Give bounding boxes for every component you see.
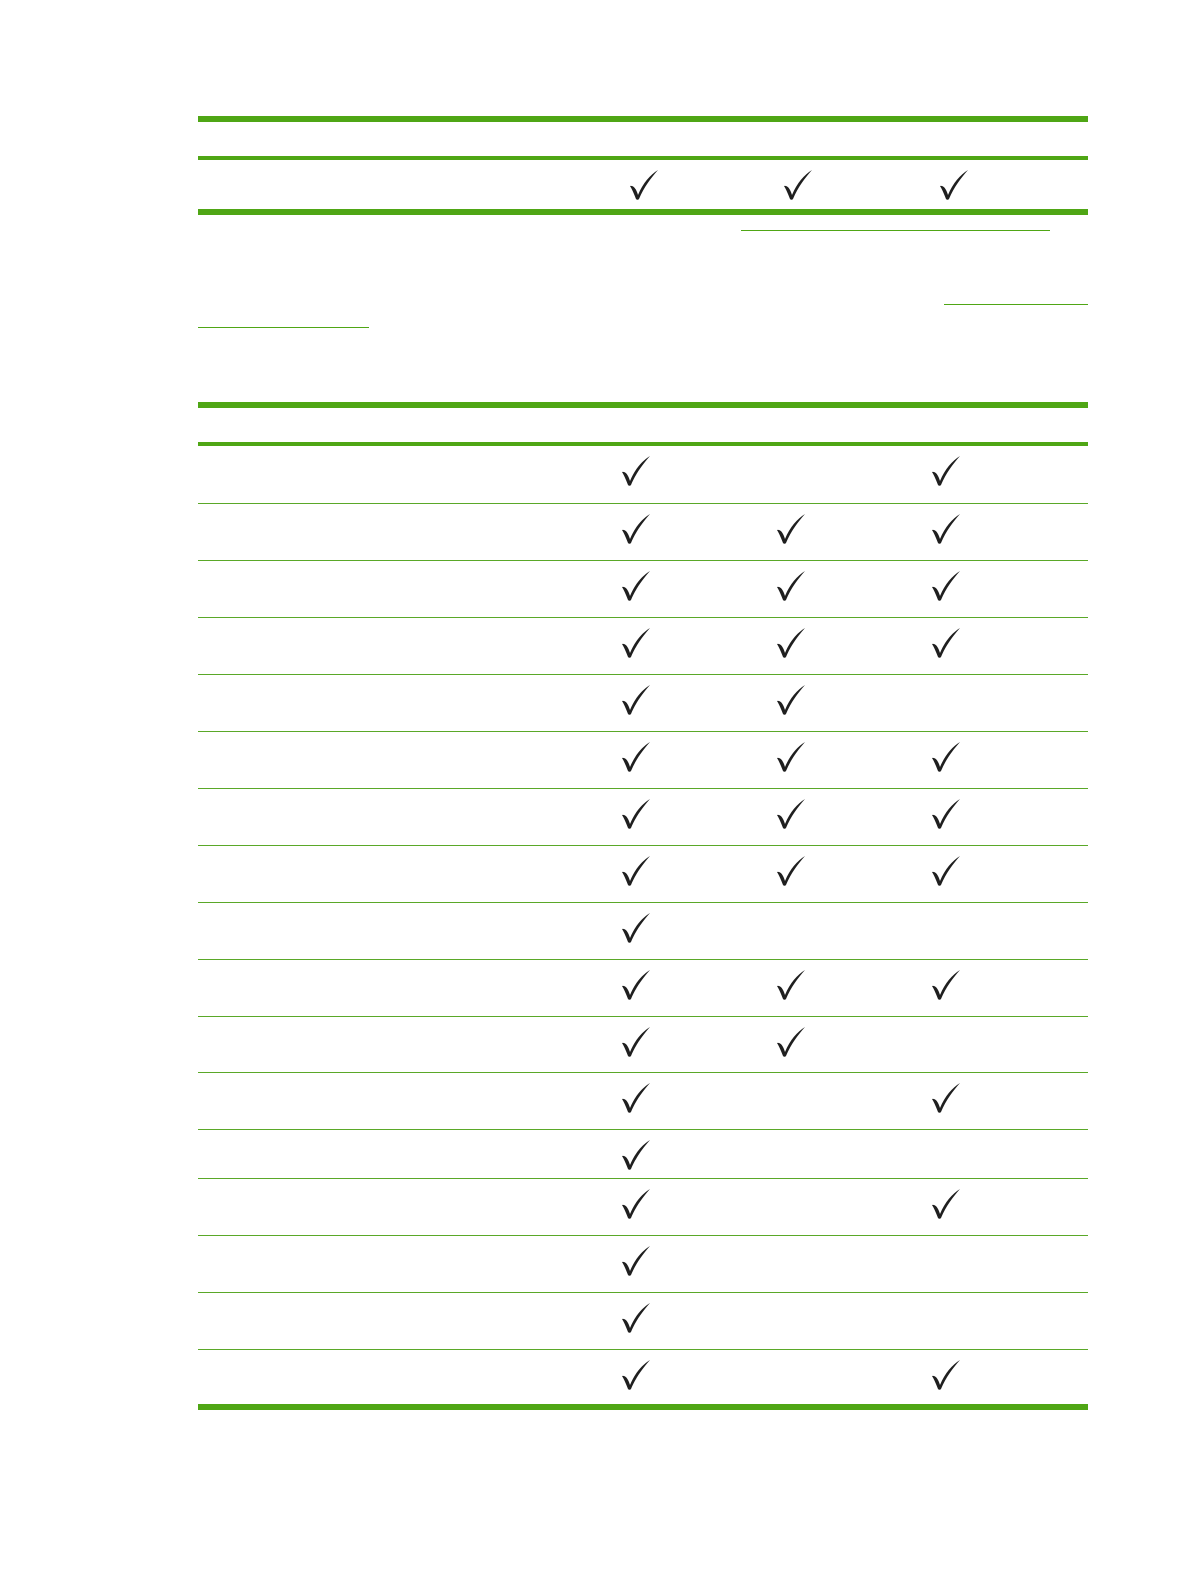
check-mark-icon bbox=[929, 1187, 963, 1221]
link-underline-1[interactable] bbox=[741, 230, 1050, 231]
check-mark-icon bbox=[929, 854, 963, 888]
table2-header-rule bbox=[198, 442, 1088, 446]
check-mark-icon bbox=[619, 512, 653, 546]
table-row-divider bbox=[198, 617, 1088, 618]
table-row-divider bbox=[198, 845, 1088, 846]
check-mark-icon bbox=[619, 797, 653, 831]
table-row-divider bbox=[198, 902, 1088, 903]
check-mark-icon bbox=[619, 1244, 653, 1278]
table-row-divider bbox=[198, 959, 1088, 960]
check-mark-icon bbox=[929, 454, 963, 488]
check-mark-icon bbox=[774, 626, 808, 660]
table-row-divider bbox=[198, 1235, 1088, 1236]
table2-top-rule bbox=[198, 402, 1088, 408]
check-mark-icon bbox=[619, 626, 653, 660]
check-mark-icon bbox=[619, 1138, 653, 1172]
check-mark-icon bbox=[774, 1025, 808, 1059]
check-mark-icon bbox=[774, 740, 808, 774]
check-mark-icon bbox=[774, 854, 808, 888]
table-row-divider bbox=[198, 1129, 1088, 1130]
check-mark-icon bbox=[774, 512, 808, 546]
check-mark-icon bbox=[929, 740, 963, 774]
check-mark-icon bbox=[781, 168, 815, 202]
check-mark-icon bbox=[774, 569, 808, 603]
check-mark-icon bbox=[619, 1301, 653, 1335]
check-mark-icon bbox=[929, 626, 963, 660]
check-mark-icon bbox=[619, 1187, 653, 1221]
table1-top-rule bbox=[198, 116, 1088, 122]
check-mark-icon bbox=[937, 168, 971, 202]
table-row-divider bbox=[198, 731, 1088, 732]
check-mark-icon bbox=[619, 683, 653, 717]
check-mark-icon bbox=[619, 454, 653, 488]
check-mark-icon bbox=[619, 569, 653, 603]
table-row-divider bbox=[198, 1016, 1088, 1017]
check-mark-icon bbox=[929, 569, 963, 603]
check-mark-icon bbox=[619, 1358, 653, 1392]
table-row-divider bbox=[198, 1072, 1088, 1073]
check-mark-icon bbox=[619, 911, 653, 945]
table-row-divider bbox=[198, 674, 1088, 675]
check-mark-icon bbox=[929, 1358, 963, 1392]
check-mark-icon bbox=[774, 683, 808, 717]
table-row-divider bbox=[198, 560, 1088, 561]
table1-header-rule bbox=[198, 156, 1088, 160]
check-mark-icon bbox=[929, 1081, 963, 1115]
check-mark-icon bbox=[619, 1025, 653, 1059]
check-mark-icon bbox=[619, 854, 653, 888]
check-mark-icon bbox=[619, 740, 653, 774]
check-mark-icon bbox=[929, 968, 963, 1002]
check-mark-icon bbox=[929, 797, 963, 831]
table1-bottom-rule bbox=[198, 209, 1088, 215]
check-mark-icon bbox=[619, 1081, 653, 1115]
table-row-divider bbox=[198, 1349, 1088, 1350]
check-mark-icon bbox=[774, 797, 808, 831]
check-mark-icon bbox=[627, 168, 661, 202]
table-row-divider bbox=[198, 1292, 1088, 1293]
table-row-divider bbox=[198, 1178, 1088, 1179]
link-underline-3[interactable] bbox=[198, 327, 369, 328]
table2-bottom-rule bbox=[198, 1404, 1088, 1410]
check-mark-icon bbox=[929, 512, 963, 546]
check-mark-icon bbox=[774, 968, 808, 1002]
table-row-divider bbox=[198, 503, 1088, 504]
link-underline-2[interactable] bbox=[944, 304, 1088, 305]
table-row-divider bbox=[198, 788, 1088, 789]
check-mark-icon bbox=[619, 968, 653, 1002]
